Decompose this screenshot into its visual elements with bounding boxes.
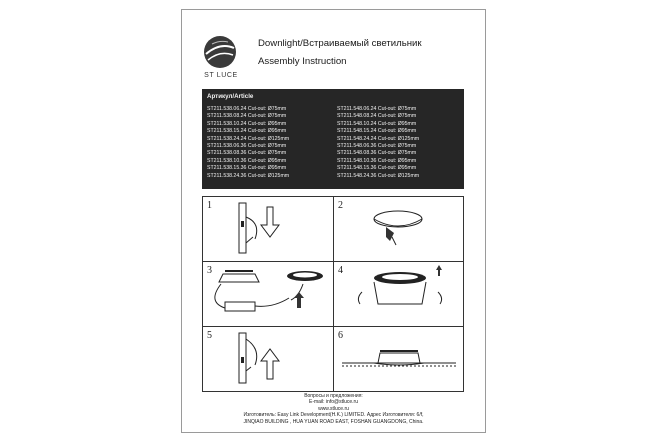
article-row: ST211.548.08.24 Cut-out: Ø75mm — [337, 113, 417, 120]
article-row: ST211.538.06.24 Cut-out: Ø75mm — [207, 106, 287, 112]
step-number: 6 — [338, 330, 343, 341]
step-number: 3 — [207, 265, 212, 276]
installed-downlight-illustration-icon — [334, 327, 464, 391]
step-6-panel — [334, 327, 464, 392]
spring-clip-release-illustration-icon — [203, 327, 333, 391]
footer-email: E-mail: info@stluce.ru — [309, 399, 358, 406]
article-row: ST211.548.15.24 Cut-out: Ø95mm — [337, 128, 417, 135]
article-row: ST211.548.15.36 Cut-out: Ø95mm — [337, 165, 417, 172]
article-row: ST211.548.10.36 Cut-out: Ø95mm — [337, 157, 417, 164]
article-row: ST211.538.24.24 Cut-out: Ø125mm — [207, 135, 290, 142]
article-row: ST211.538.10.24 Cut-out: Ø95mm — [207, 120, 287, 127]
contact-footer — [182, 393, 485, 425]
step-2-panel — [334, 197, 464, 262]
footer-questions: Вопросы и предложения: — [304, 393, 363, 399]
document-title: Downlight/Встраиваемый светильник — [258, 38, 422, 49]
article-row: ST211.538.08.24 Cut-out: Ø75mm — [207, 113, 287, 120]
article-row: ST211.538.15.36 Cut-out: Ø95mm — [207, 165, 287, 172]
spring-clip-fold-illustration-icon — [203, 197, 333, 261]
st-luce-logo-icon — [202, 34, 238, 70]
article-row: ST211.538.24.36 Cut-out: Ø125mm — [207, 172, 290, 179]
article-row: ST211.538.15.24 Cut-out: Ø95mm — [207, 128, 287, 135]
assembly-steps-grid — [202, 196, 464, 392]
step-3-panel — [203, 262, 333, 327]
step-number: 4 — [338, 265, 343, 276]
article-column-right — [337, 106, 459, 180]
article-row: ST211.548.24.24 Cut-out: Ø125mm — [337, 135, 420, 142]
wiring-connection-illustration-icon — [203, 262, 333, 326]
article-heading: Артикул/Article — [207, 93, 254, 100]
step-number: 2 — [338, 200, 343, 211]
step-1-panel — [203, 197, 333, 262]
push-into-ceiling-illustration-icon — [334, 262, 464, 326]
article-row: ST211.548.24.36 Cut-out: Ø125mm — [337, 172, 420, 179]
brand-name: ST LUCE — [204, 72, 238, 79]
footer-manufacturer: Изготовитель: Easy Link Development(H.K.) LIMITED. Адрес Изготовителя: 6/f, — [243, 412, 424, 419]
article-column-left — [207, 106, 329, 180]
article-row: ST211.548.10.24 Cut-out: Ø95mm — [337, 120, 417, 127]
article-row: ST211.548.08.36 Cut-out: Ø75mm — [337, 150, 417, 157]
step-number: 5 — [207, 330, 212, 341]
document-subtitle: Assembly Instruction — [258, 56, 347, 67]
article-row: ST211.538.10.36 Cut-out: Ø95mm — [207, 157, 287, 164]
footer-website: www.stluce.ru — [318, 405, 349, 412]
instruction-sheet — [181, 9, 486, 433]
step-number: 1 — [207, 200, 212, 211]
article-row: ST211.548.06.24 Cut-out: Ø75mm — [337, 106, 417, 112]
article-row: ST211.548.06.36 Cut-out: Ø75mm — [337, 143, 417, 150]
step-4-panel — [334, 262, 464, 327]
article-table — [202, 89, 464, 189]
article-row: ST211.538.06.36 Cut-out: Ø75mm — [207, 143, 287, 150]
article-row: ST211.538.08.36 Cut-out: Ø75mm — [207, 150, 287, 157]
ceiling-cutout-illustration-icon — [334, 197, 464, 261]
footer-address: JINQIAO BUILDING , HUA YUAN ROAD EAST, FOSHAN GUANGDONG, China. — [243, 418, 424, 425]
step-5-panel — [203, 327, 333, 392]
